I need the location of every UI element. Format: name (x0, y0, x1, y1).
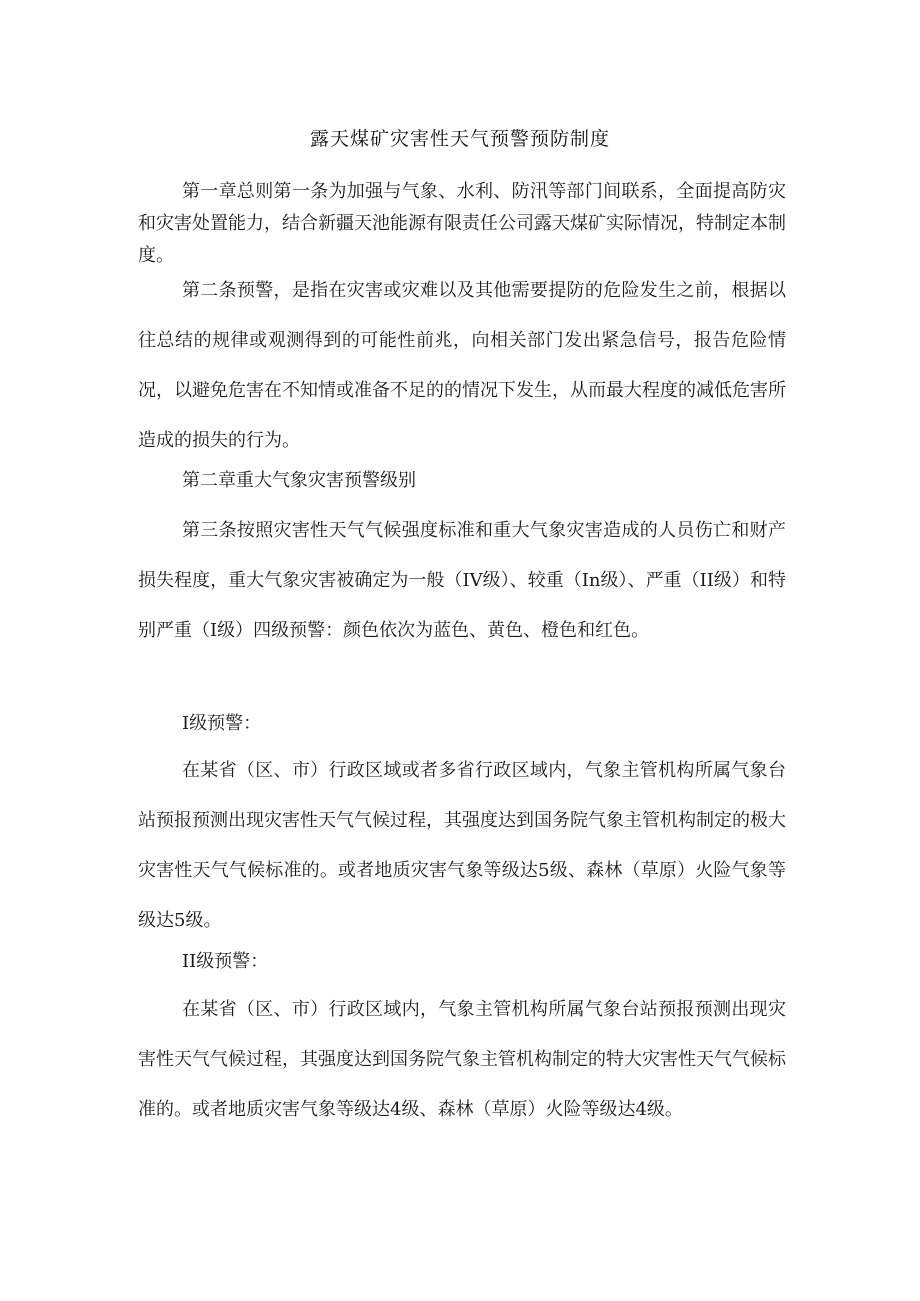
paragraph-article3: 第三条按照灾害性天气气候强度标准和重大气象灾害造成的人员伤亡和财产损失程度，重大气象灾害被确定为一般（IV级）、较重（In级）、严重（II级）和特别严重（I级）四级预警：颜色依次为蓝色、黄色、橙色和红色。 (138, 520, 786, 641)
document-title: 露天煤矿灾害性天气预警预防制度 (309, 128, 610, 150)
heading-level1-warning: I级预警： (182, 713, 262, 734)
paragraph-level1-warning: 在某省（区、市）行政区域或者多省行政区域内，气象主管机构所属气象台站预报预测出现灾害性天气气候过程，其强度达到国务院气象主管机构制定的极大灾害性天气气候标准的。或者地质灾害气象等级达5级、森林（草原）火险气象等级达5级。 (138, 760, 786, 931)
paragraph-article2: 第二条预警，是指在灾害或灾难以及其他需要提防的危险发生之前，根据以往总结的规律或观测得到的可能性前兆，向相关部门发出紧急信号，报告危险情况，以避免危害在不知情或准备不足的的情况下发生，从而最大程度的减低危害所造成的损失的行为。 (138, 280, 786, 451)
paragraph-chapter1-article1: 第一章总则第一条为加强与气象、水利、防汛等部门间联系，全面提高防灾和灾害处置能力，结合新疆天池能源有限责任公司露天煤矿实际情况，特制定本制度。 (138, 181, 786, 266)
heading-chapter2: 第二章重大气象灾害预警级别 (182, 470, 416, 491)
heading-level2-warning: II级预警： (182, 951, 269, 972)
paragraph-level2-warning: 在某省（区、市）行政区域内，气象主管机构所属气象台站预报预测出现灾害性天气气候过程，其强度达到国务院气象主管机构制定的特大灾害性天气气候标准的。或者地质灾害气象等级达4级、森林（草原）火险等级达4级。 (138, 999, 786, 1120)
